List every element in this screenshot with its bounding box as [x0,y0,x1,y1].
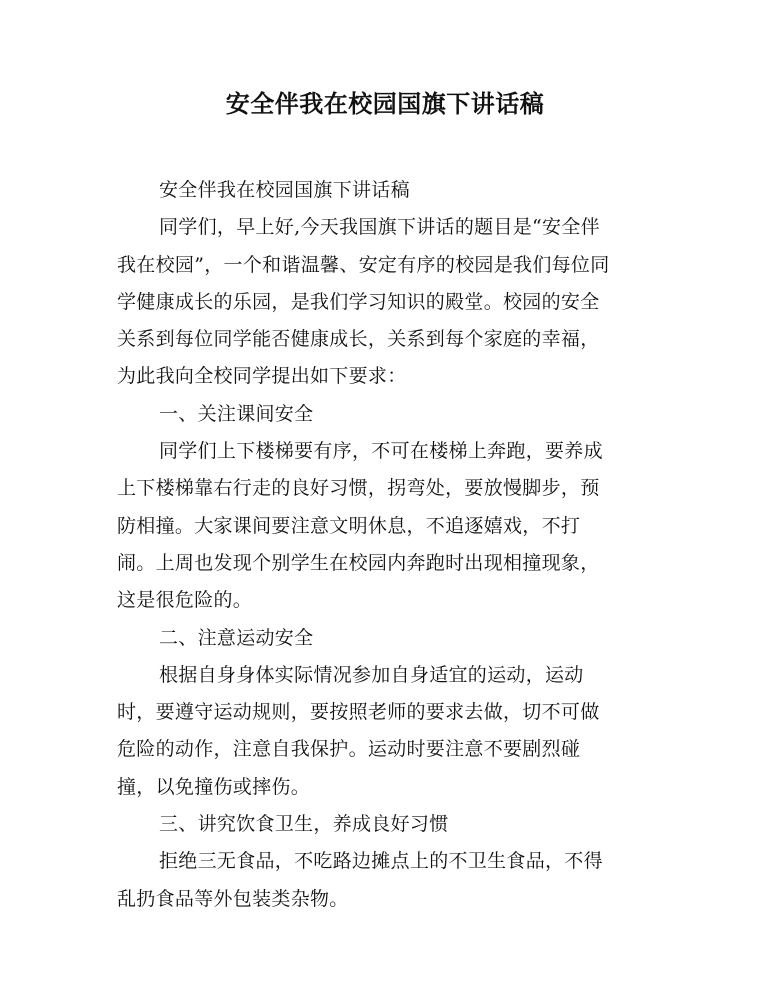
text-line: 学健康成长的乐园，是我们学习知识的殿堂。校园的安全 [117,290,600,313]
text-line: 安全伴我在校园国旗下讲话稿 [159,179,410,201]
text-line: 同学们上下楼梯要有序，不可在楼梯上奔跑，要养成 [159,440,603,463]
text-line: 根据自身身体实际情况参加自身适宜的运动，运动 [159,663,584,686]
text-line: 我在校园”，一个和谐温馨、安定有序的校园是我们每位同 [117,253,610,276]
text-line: 一、关注课间安全 [159,402,314,425]
text-line: 同学们，早上好,今天我国旗下讲话的题目是“安全伴 [159,216,600,239]
text-line: 这是很危险的。 [117,589,253,612]
document-body [117,172,657,918]
document-title: 安全伴我在校园国旗下讲话稿 [225,90,545,118]
text-line: 撞，以免撞伤或摔伤。 [117,775,311,798]
text-line: 危险的动作，注意自我保护。运动时要注意不要剧烈碰 [117,738,581,761]
text-line: 二、注意运动安全 [159,626,314,649]
text-line: 拒绝三无食品，不吃路边摊点上的不卫生食品，不得 [159,850,603,873]
text-line: 防相撞。大家课间要注意文明休息，不追逐嬉戏，不打 [117,514,581,537]
text-line: 关系到每位同学能否健康成长，关系到每个家庭的幸福， [117,328,600,351]
text-line: 三、讲究饮食卫生，养成良好习惯 [159,813,449,836]
text-line: 上下楼梯靠右行走的良好习惯，拐弯处，要放慢脚步，预 [117,477,600,500]
text-line: 时，要遵守运动规则，要按照老师的要求去做，切不可做 [117,701,600,724]
text-line: 闹。上周也发现个别学生在校园内奔跑时出现相撞现象， [117,551,600,574]
text-line: 乱扔食品等外包装类杂物。 [117,887,349,910]
text-line: 为此我向全校同学提出如下要求： [117,365,407,388]
